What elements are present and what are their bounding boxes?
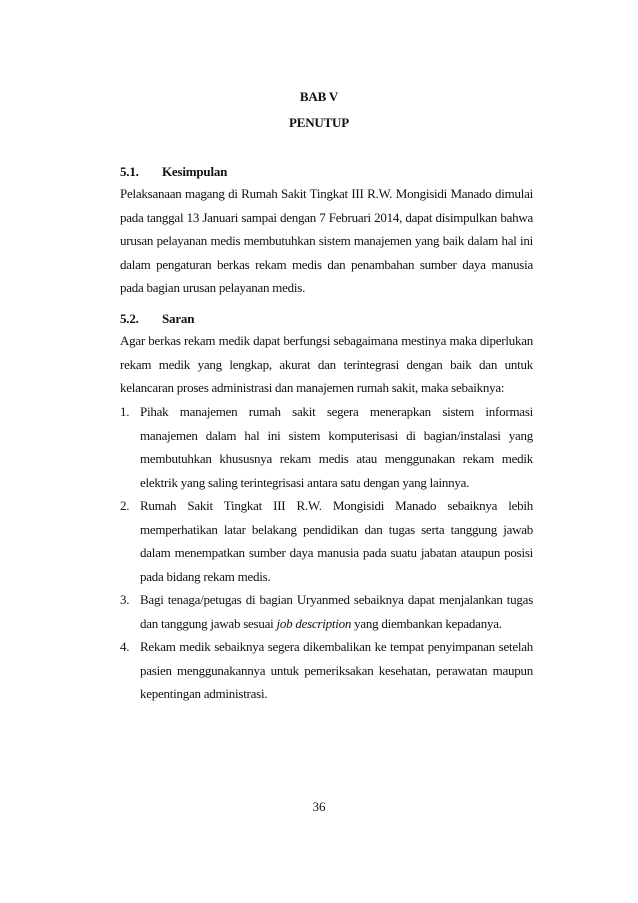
paragraph-line: dalam pengaturan berkas rekam medis dan penambahan sumber daya manusia (120, 256, 533, 272)
kesimpulan-paragraph (120, 182, 533, 300)
paragraph-line: Agar berkas rekam medik dapat berfungsi sebagaimana mestinya maka diperlukan (120, 333, 533, 348)
saran-intro-paragraph (120, 329, 533, 400)
list-item-line: pasien menggunakannya untuk pemeriksakan kesehatan, perawatan maupun (140, 662, 533, 678)
list-item (120, 635, 533, 706)
saran-list (120, 400, 533, 706)
list-item-line: membutuhkan khususnya rekam medis atau menggunakan rekam medik (140, 451, 533, 466)
list-item-line: memperhatikan latar belakang pendidikan dan tugas serta tanggung jawab (140, 521, 533, 537)
section-title: Saran (162, 311, 195, 326)
list-marker: 4. (120, 639, 130, 654)
section-heading-saran (120, 311, 194, 327)
section-title: Kesimpulan (162, 164, 228, 179)
list-item-line: Rumah Sakit Tingkat III R.W. Mongisidi Manado sebaiknya lebih (140, 498, 533, 513)
list-marker: 1. (120, 404, 130, 419)
list-item-line: pada bidang rekam medis. (140, 568, 271, 584)
chapter-label: BAB V (299, 89, 339, 104)
text-run: dan tanggung jawab sesuai (140, 615, 277, 631)
list-item (120, 588, 533, 635)
list-item (120, 400, 533, 494)
paragraph-line: pada bagian urusan pelayanan medis. (120, 280, 306, 295)
list-item-line: Rekam medik sebaiknya segera dikembalikan ke tempat penyimpanan setelah (140, 639, 533, 654)
list-item-line-mixed (140, 612, 533, 636)
paragraph-line: kelancaran proses administrasi dan manajemen rumah sakit, maka sebaiknya: (120, 380, 505, 395)
section-heading-kesimpulan (120, 164, 227, 180)
list-item-line: elektrik yang saling terintegrisasi antara satu dengan yang lainnya. (140, 474, 470, 490)
list-marker: 3. (120, 592, 130, 607)
list-item-line: manajemen dalam hal ini sistem komputerisasi di bagian/instalasi yang (140, 427, 533, 443)
chapter-title: PENUTUP (289, 115, 349, 130)
section-number: 5.2. (120, 311, 139, 326)
list-item-line: dalam menempatkan sumber daya manusia pada suatu jabatan ataupun posisi (140, 545, 533, 560)
text-run: yang diembankan kepadanya. (351, 615, 502, 631)
list-item-line: kepentingan administrasi. (140, 686, 268, 701)
italic-term: job description (276, 615, 352, 631)
paragraph-line: Pelaksanaan magang di Rumah Sakit Tingkat III R.W. Mongisidi Manado dimulai (120, 186, 533, 201)
paragraph-line: pada tanggal 13 Januari sampai dengan 7 Februari 2014, dapat disimpulkan bahwa (120, 209, 533, 225)
paragraph-line: urusan pelayanan medis membutuhkan sistem manajemen yang baik dalam hal ini (120, 233, 533, 248)
list-item (120, 494, 533, 588)
list-marker: 2. (120, 498, 130, 513)
paragraph-line: rekam medik yang lengkap, akurat dan terintegrasi dengan baik dan untuk (120, 356, 533, 372)
list-item-line: Bagi tenaga/petugas di bagian Uryanmed sebaiknya dapat menjalankan tugas (140, 592, 533, 607)
list-item-line: Pihak manajemen rumah sakit segera menerapkan sistem informasi (140, 404, 533, 419)
page-number: 36 (312, 799, 326, 814)
section-number: 5.1. (120, 164, 139, 179)
